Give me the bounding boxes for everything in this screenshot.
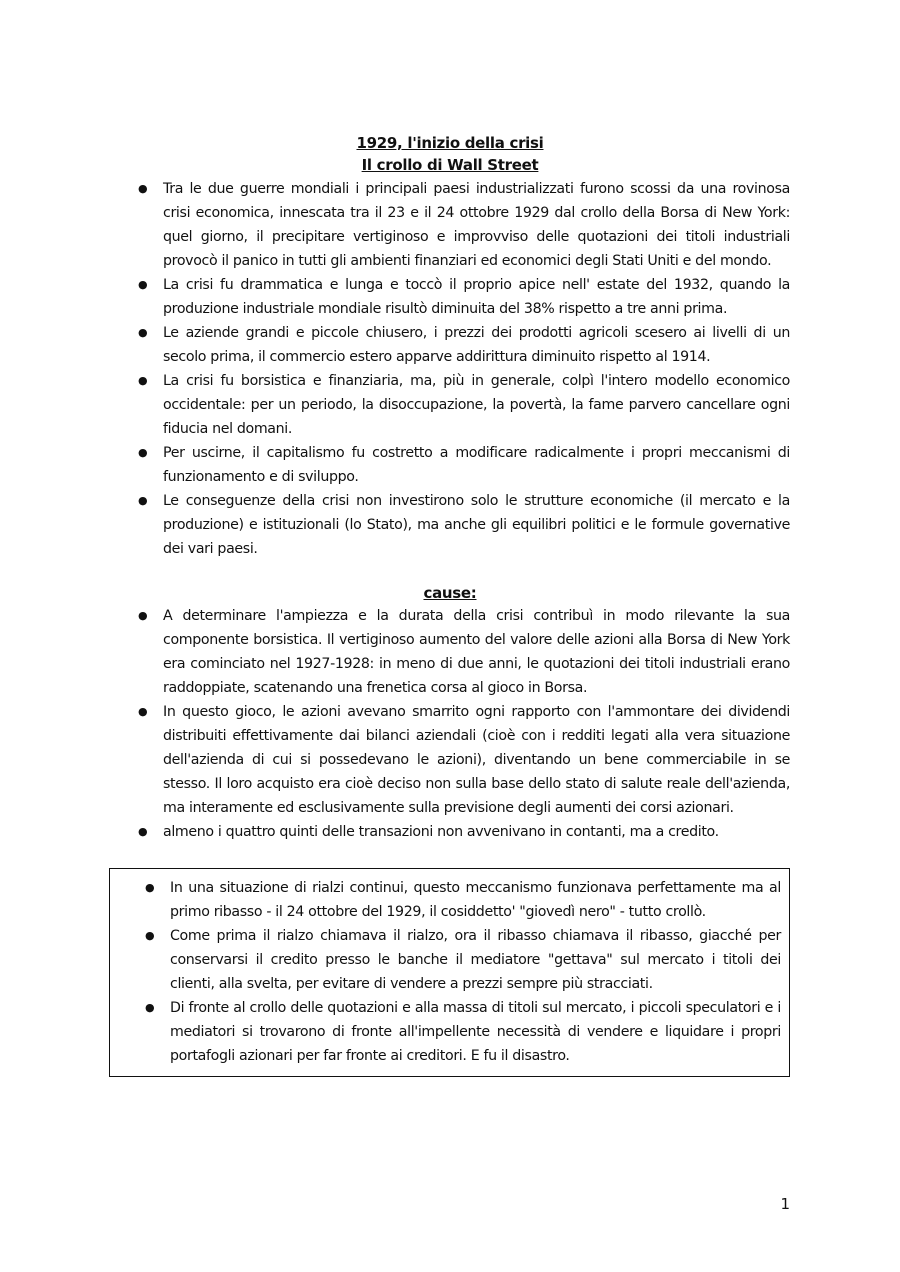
bullet-item: ● La crisi fu borsistica e finanziaria, ma, più in generale, colpì l'intero modello economico occidentale: per un periodo, la disoccupazione, la povertà, la fame parvero cancellare ogni fiducia nel domani. [138,369,790,441]
page-number: 1 [780,1195,790,1213]
document-title: 1929, l'inizio della crisi [356,134,544,152]
causes-bullet-list [138,604,790,844]
bullet-item: ● almeno i quattro quinti delle transazioni non avvenivano in contanti, ma a credito. [138,820,790,844]
document-subtitle: Il crollo di Wall Street [361,156,539,174]
bullet-item: ● Per uscirne, il capitalismo fu costretto a modificare radicalmente i propri meccanismi di funzionamento e di sviluppo. [138,441,790,489]
bullet-item: ● In una situazione di rialzi continui, questo meccanismo funzionava perfettamente ma al primo ribasso - il 24 ottobre del 1929, il cosiddetto' "giovedì nero" - tutto crollò. [145,876,781,924]
bullet-item: ● La crisi fu drammatica e lunga e toccò il proprio apice nell' estate del 1932, quando la produzione industriale mondiale risultò diminuita del 38% rispetto a tre anni prima. [138,273,790,321]
bullet-item: ● A determinare l'ampiezza e la durata della crisi contribuì in modo rilevante la sua componente borsistica. Il vertiginoso aumento del valore delle azioni alla Borsa di New York era cominciato nel 1927-1928: in meno di due anni, le quotazioni dei titoli industriali erano raddoppiate, scatenando una frenetica corsa al gioco in Borsa. [138,604,790,700]
bullet-item: ● Come prima il rialzo chiamava il rialzo, ora il ribasso chiamava il ribasso, giacché per conservarsi il credito presso le banche il mediatore "gettava" sul mercato i titoli dei clienti, alla svelta, per evitare di vendere a prezzi sempre più stracciati. [145,924,781,996]
bullet-item: ● Tra le due guerre mondiali i principali paesi industrializzati furono scossi da una rovinosa crisi economica, innescata tra il 23 e il 24 ottobre 1929 dal crollo della Borsa di New York: quel giorno, il precipitare vertiginoso e improvviso delle quotazioni dei titoli industriali provocò il panico in tutti gli ambienti finanziari ed economici degli Stati Uniti e del mondo. [138,177,790,273]
bullet-item: ● Le conseguenze della crisi non investirono solo le strutture economiche (il mercato e la produzione) e istituzionali (lo Stato), ma anche gli equilibri politici e le formule governative dei vari paesi. [138,489,790,561]
bullet-item: ● Di fronte al crollo delle quotazioni e alla massa di titoli sul mercato, i piccoli speculatori e i mediatori si trovarono di fronte all'impellente necessità di vendere e liquidare i propri portafogli azionari per far fronte ai creditori. E fu il disastro. [145,996,781,1068]
boxed-section [109,868,790,1077]
bullet-item: ● Le aziende grandi e piccole chiusero, i prezzi dei prodotti agricoli scesero ai livelli di un secolo prima, il commercio estero apparve addirittura diminuito rispetto al 1914. [138,321,790,369]
bullet-item: ● In questo gioco, le azioni avevano smarrito ogni rapporto con l'ammontare dei dividendi distribuiti effettivamente dai bilanci aziendali (cioè con i redditi legati alla vera situazione dell'azienda di cui si possedevano le azioni), diventando un bene commerciabile in se stesso. Il loro acquisto era cioè deciso non sulla base dello stato di salute reale dell'azienda, ma interamente ed esclusivamente sulla previsione degli aumenti dei corsi azionari. [138,700,790,820]
title-block [0,132,900,176]
intro-bullet-list [138,177,790,561]
causes-heading: cause: [423,584,477,602]
boxed-bullet-list [145,876,781,1068]
